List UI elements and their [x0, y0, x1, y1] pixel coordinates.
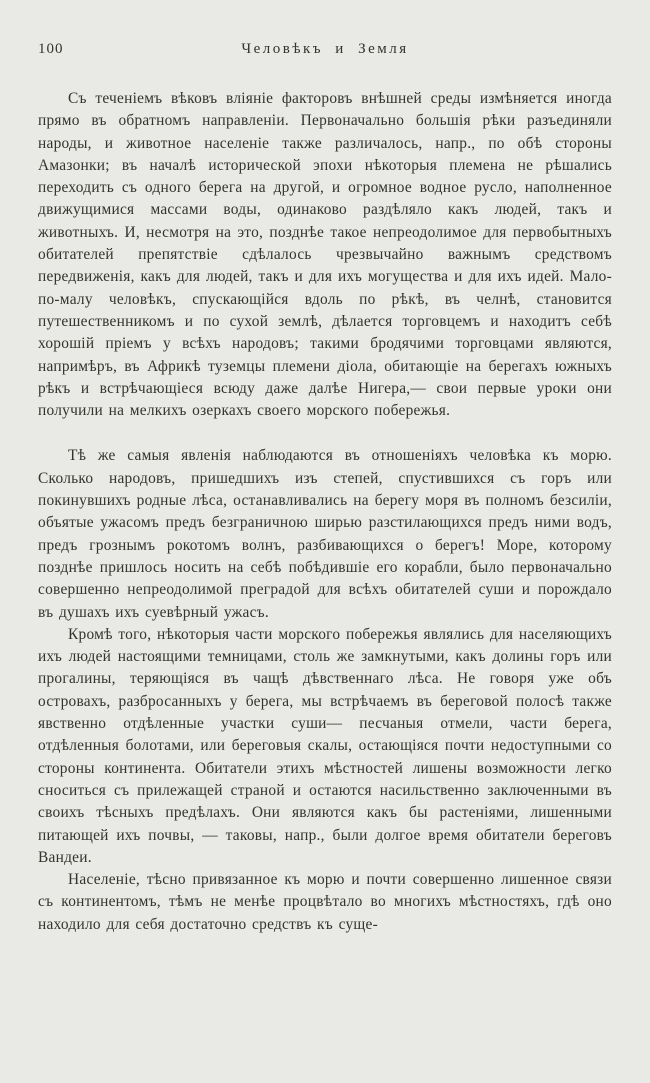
- paragraph-population: Населеніе, тѣсно привязанное къ морю и почти совершенно лишенное связи съ континентомъ, тѣмъ не менѣе процвѣтало во многихъ мѣстностяхъ, гдѣ оно находило для себя достаточно средствъ къ суще-: [38, 871, 612, 933]
- page-number: 100: [38, 41, 64, 57]
- paragraph-rivers: Съ теченіемъ вѣковъ вліяніе факторовъ внѣшней среды измѣняется иногда прямо въ обратномъ направленіи. Первоначально большія рѣки разъединяли народы, и животное населеніе также различалось, напр., по обѣ стороны Амазонки; въ началѣ исторической эпохи нѣкоторыя племена не рѣшались переходить съ одного берега на другой, и огромное водное русло, наполненное движущимися массами воды, одинаково раздѣляло какъ людей, такъ и животныхъ. И, несмотря на это, позднѣе такое непреодолимое для первобытныхъ обитателей препятствіе сдѣлалось чрезвычайно важнымъ средствомъ передвиженія, какъ для людей, такъ и для ихъ могущества и для ихъ идей. Мало-по-малу человѣкъ, спускающійся вдоль по рѣкѣ, въ челнѣ, становится путешественникомъ и по сухой землѣ, дѣлается торговцемъ и находитъ себѣ хорошій пріемъ у всѣхъ народовъ; такими бродячими торговцами являются, напримѣръ, въ Африкѣ туземцы племени діола, обитающіе на берегахъ южныхъ рѣкъ и встрѣчающіеся всюду даже далѣе Нигера,— свои первые уроки они получили на мелкихъ озеркахъ своего морского побережья.: [38, 90, 612, 420]
- paragraph-coast-prisons: Кромѣ того, нѣкоторыя части морского побережья являлись для населяющихъ ихъ людей настоящими темницами, столь же замкнутыми, какъ долины горъ или прогалины, теряющіяся въ чащѣ дѣвственнаго лѣса. Не говоря уже объ островахъ, разбросанныхъ у берега, мы встрѣчаемъ въ береговой полосѣ также явственно отдѣленные участки суши— песчаныя отмели, части берега, отдѣленныя болотами, или береговыя скалы, остающіяся почти недоступными со стороны континента. Обитатели этихъ мѣстностей лишены возможности легко сноситься съ прилежащей страной и остаются насильственно заключенными въ своихъ тѣсныхъ предѣлахъ. Они являются какъ бы растеніями, лишенными питающей ихъ почвы, — таковы, напр., были долгое время обитатели береговъ Вандеи.: [38, 625, 612, 866]
- paragraph-sea: Тѣ же самыя явленія наблюдаются въ отношеніяхъ человѣка къ морю. Сколько народовъ, пришедшихъ изъ степей, спустившихся съ горъ или покинувшихъ родные лѣса, останавливались на берегу моря въ полномъ безсиліи, объятые ужасомъ предъ безграничною ширью разстилающихся предъ ними водъ, предъ грознымъ рокотомъ волнъ, разбивающихся о берегъ! Море, которому позднѣе пришлось носить на себѣ побѣдившіе его корабли, было первоначально совершенно непреодолимой преградой для всѣхъ обитателей суши и порождало въ душахъ ихъ суевѣрный ужасъ.: [38, 447, 612, 621]
- page-body: [38, 88, 612, 936]
- running-title: Человѣкъ и Земля: [241, 41, 409, 57]
- page-header: [38, 40, 612, 58]
